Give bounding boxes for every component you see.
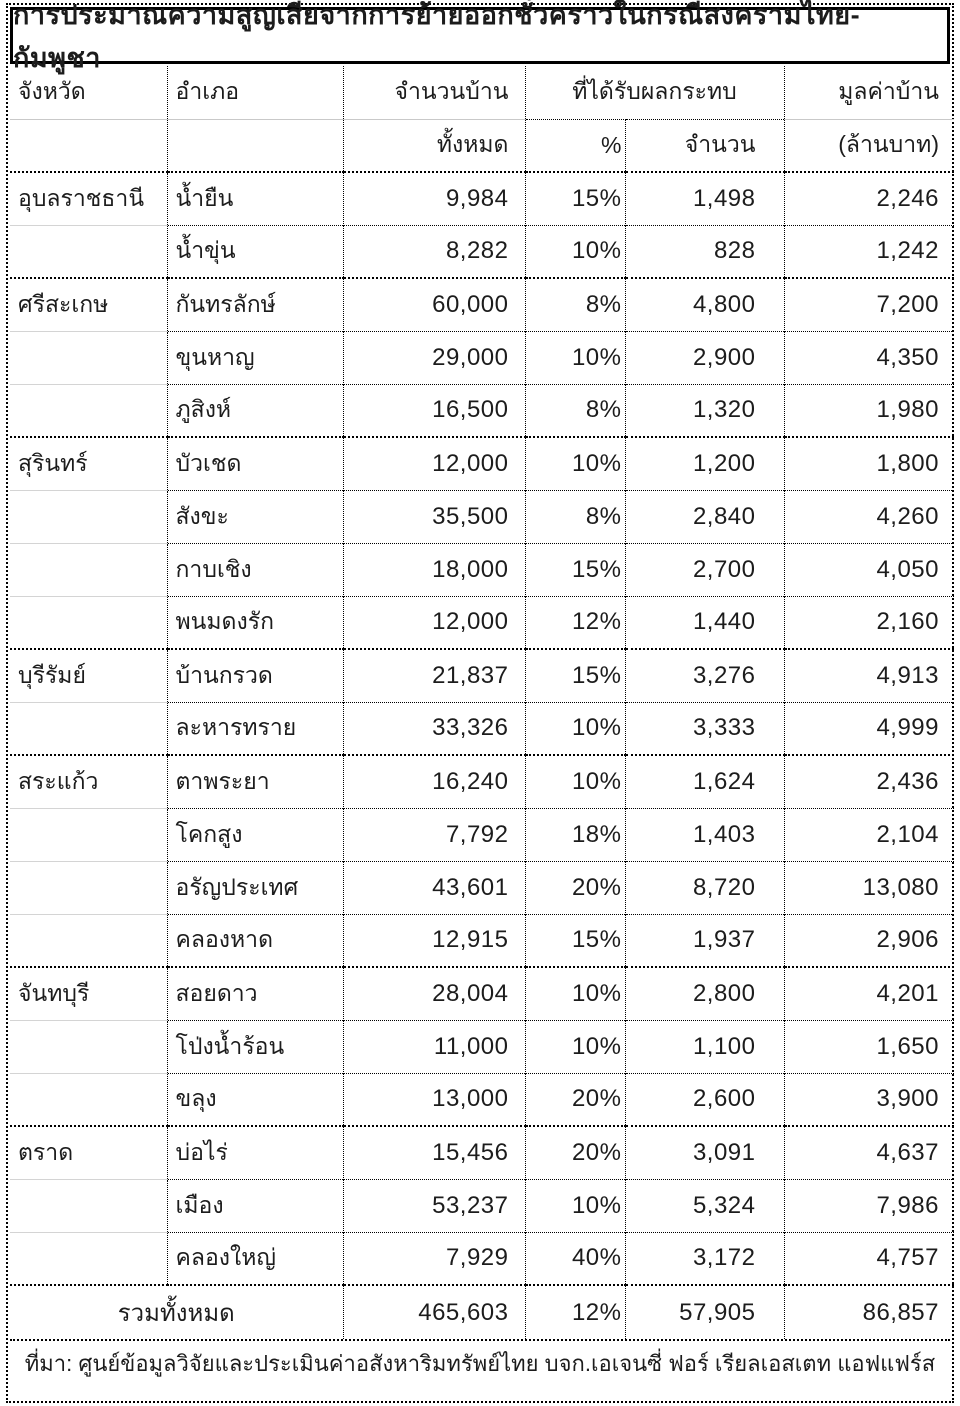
table-row	[10, 490, 954, 543]
table-body	[10, 172, 954, 1285]
district-cell: ตาพระยา	[167, 755, 343, 808]
district-cell: บ้านกรวด	[167, 649, 343, 702]
table-row	[10, 649, 954, 702]
province-cell: สระแก้ว	[10, 755, 167, 808]
col-header-value: มูลค่าบ้าน	[784, 66, 954, 119]
affected-count-cell: 2,700	[625, 543, 784, 596]
affected-count-cell: 1,624	[625, 755, 784, 808]
district-cell: เมือง	[167, 1179, 343, 1232]
col-header-district: อำเภอ	[167, 66, 343, 119]
total-value: 86,857	[784, 1285, 954, 1339]
affected-percent-cell: 15%	[525, 914, 625, 967]
affected-percent-cell: 10%	[525, 1020, 625, 1073]
affected-count-cell: 1,937	[625, 914, 784, 967]
district-cell: อรัญประเทศ	[167, 861, 343, 914]
house-value-cell: 4,999	[784, 702, 954, 755]
table-row	[10, 596, 954, 649]
province-cell: บุรีรัมย์	[10, 649, 167, 702]
affected-percent-cell: 20%	[525, 861, 625, 914]
affected-percent-cell: 15%	[525, 649, 625, 702]
total-percent: 12%	[525, 1285, 625, 1339]
houses-total-cell: 11,000	[343, 1020, 525, 1073]
house-value-cell: 13,080	[784, 861, 954, 914]
house-value-cell: 7,200	[784, 278, 954, 331]
affected-count-cell: 4,800	[625, 278, 784, 331]
affected-percent-cell: 10%	[525, 755, 625, 808]
house-value-cell: 4,260	[784, 490, 954, 543]
affected-count-cell: 3,276	[625, 649, 784, 702]
district-cell: สอยดาว	[167, 967, 343, 1020]
house-value-cell: 2,246	[784, 172, 954, 225]
house-value-cell: 1,980	[784, 384, 954, 437]
house-value-cell: 2,104	[784, 808, 954, 861]
houses-total-cell: 29,000	[343, 331, 525, 384]
house-value-cell: 4,050	[784, 543, 954, 596]
houses-total-cell: 43,601	[343, 861, 525, 914]
province-cell	[10, 702, 167, 755]
province-cell	[10, 331, 167, 384]
table-row	[10, 755, 954, 808]
province-cell: อุบลราชธานี	[10, 172, 167, 225]
affected-percent-cell: 15%	[525, 172, 625, 225]
affected-percent-cell: 10%	[525, 225, 625, 278]
affected-count-cell: 1,440	[625, 596, 784, 649]
table-row	[10, 384, 954, 437]
col-subheader-district-empty	[167, 119, 343, 172]
house-value-cell: 3,900	[784, 1073, 954, 1126]
house-value-cell: 7,986	[784, 1179, 954, 1232]
house-value-cell: 2,906	[784, 914, 954, 967]
total-row	[10, 1285, 954, 1339]
province-cell	[10, 808, 167, 861]
total-label: รวมทั้งหมด	[10, 1285, 343, 1339]
affected-count-cell: 1,320	[625, 384, 784, 437]
house-value-cell: 2,160	[784, 596, 954, 649]
table-figure	[6, 0, 954, 1403]
province-cell	[10, 596, 167, 649]
affected-percent-cell: 8%	[525, 278, 625, 331]
province-cell	[10, 1073, 167, 1126]
table-row	[10, 331, 954, 384]
district-cell: พนมดงรัก	[167, 596, 343, 649]
house-value-cell: 4,637	[784, 1126, 954, 1179]
district-cell: คลองหาด	[167, 914, 343, 967]
houses-total-cell: 21,837	[343, 649, 525, 702]
total-count: 57,905	[625, 1285, 784, 1339]
affected-percent-cell: 10%	[525, 1179, 625, 1232]
affected-count-cell: 1,100	[625, 1020, 784, 1073]
district-cell: บัวเชด	[167, 437, 343, 490]
province-cell	[10, 225, 167, 278]
houses-total-cell: 12,000	[343, 596, 525, 649]
affected-percent-cell: 15%	[525, 543, 625, 596]
affected-count-cell: 1,498	[625, 172, 784, 225]
affected-count-cell: 2,800	[625, 967, 784, 1020]
table-row	[10, 702, 954, 755]
affected-percent-cell: 10%	[525, 437, 625, 490]
table-row	[10, 1073, 954, 1126]
houses-total-cell: 8,282	[343, 225, 525, 278]
district-cell: โป่งน้ำร้อน	[167, 1020, 343, 1073]
affected-percent-cell: 8%	[525, 384, 625, 437]
house-value-cell: 4,350	[784, 331, 954, 384]
district-cell: ขุนหาญ	[167, 331, 343, 384]
affected-count-cell: 3,091	[625, 1126, 784, 1179]
houses-total-cell: 60,000	[343, 278, 525, 331]
district-cell: กาบเชิง	[167, 543, 343, 596]
district-cell: บ่อไร่	[167, 1126, 343, 1179]
table-row	[10, 543, 954, 596]
col-subheader-percent: %	[525, 119, 625, 172]
houses-total-cell: 7,792	[343, 808, 525, 861]
affected-percent-cell: 40%	[525, 1232, 625, 1285]
affected-count-cell: 3,333	[625, 702, 784, 755]
district-cell: ขลุง	[167, 1073, 343, 1126]
col-subheader-province-empty	[10, 119, 167, 172]
house-value-cell: 1,800	[784, 437, 954, 490]
province-cell	[10, 543, 167, 596]
affected-count-cell: 3,172	[625, 1232, 784, 1285]
houses-total-cell: 12,915	[343, 914, 525, 967]
affected-count-cell: 2,840	[625, 490, 784, 543]
affected-count-cell: 828	[625, 225, 784, 278]
table-row	[10, 437, 954, 490]
table-row	[10, 1126, 954, 1179]
houses-total-cell: 9,984	[343, 172, 525, 225]
col-header-houses: จำนวนบ้าน	[343, 66, 525, 119]
col-subheader-houses-total: ทั้งหมด	[343, 119, 525, 172]
houses-total-cell: 16,240	[343, 755, 525, 808]
affected-percent-cell: 18%	[525, 808, 625, 861]
houses-total-cell: 7,929	[343, 1232, 525, 1285]
table-row	[10, 914, 954, 967]
affected-percent-cell: 10%	[525, 702, 625, 755]
col-header-affected: ที่ได้รับผลกระทบ	[525, 66, 784, 119]
province-cell: ศรีสะเกษ	[10, 278, 167, 331]
houses-total-cell: 53,237	[343, 1179, 525, 1232]
table-row	[10, 1179, 954, 1232]
houses-total-cell: 13,000	[343, 1073, 525, 1126]
province-cell	[10, 1020, 167, 1073]
district-cell: สังขะ	[167, 490, 343, 543]
province-cell: ตราด	[10, 1126, 167, 1179]
houses-total-cell: 12,000	[343, 437, 525, 490]
affected-percent-cell: 20%	[525, 1073, 625, 1126]
col-header-province: จังหวัด	[18, 78, 86, 105]
district-cell: น้ำขุ่น	[167, 225, 343, 278]
province-cell	[10, 1232, 167, 1285]
table-row	[10, 861, 954, 914]
province-cell	[10, 490, 167, 543]
houses-total-cell: 28,004	[343, 967, 525, 1020]
district-cell: โคกสูง	[167, 808, 343, 861]
province-cell	[10, 384, 167, 437]
affected-percent-cell: 12%	[525, 596, 625, 649]
header-row-2	[10, 119, 954, 172]
district-cell: กันทรลักษ์	[167, 278, 343, 331]
source-note: ที่มา: ศูนย์ข้อมูลวิจัยและประเมินค่าอสังหาริมทรัพย์ไทย บจก.เอเจนซี่ ฟอร์ เรียลเอสเตท แอฟแฟร์ส	[10, 1339, 950, 1385]
district-cell: น้ำยืน	[167, 172, 343, 225]
page-title: การประมาณความสูญเสียจากการย้ายออกชั่วคราวในกรณีสงครามไทย-กัมพูชา	[10, 7, 950, 64]
affected-percent-cell: 10%	[525, 967, 625, 1020]
house-value-cell: 1,650	[784, 1020, 954, 1073]
affected-percent-cell: 20%	[525, 1126, 625, 1179]
house-value-cell: 4,757	[784, 1232, 954, 1285]
province-cell	[10, 861, 167, 914]
province-cell: จันทบุรี	[10, 967, 167, 1020]
affected-count-cell: 1,200	[625, 437, 784, 490]
district-cell: ภูสิงห์	[167, 384, 343, 437]
loss-estimate-table	[10, 66, 954, 1339]
affected-count-cell: 2,600	[625, 1073, 784, 1126]
houses-total-cell: 18,000	[343, 543, 525, 596]
houses-total-cell: 35,500	[343, 490, 525, 543]
affected-percent-cell: 10%	[525, 331, 625, 384]
table-row	[10, 172, 954, 225]
house-value-cell: 2,436	[784, 755, 954, 808]
houses-total-cell: 33,326	[343, 702, 525, 755]
province-cell	[10, 1179, 167, 1232]
table-row	[10, 225, 954, 278]
houses-total-cell: 15,456	[343, 1126, 525, 1179]
district-cell: ละหารทราย	[167, 702, 343, 755]
affected-percent-cell: 8%	[525, 490, 625, 543]
table-row	[10, 808, 954, 861]
house-value-cell: 1,242	[784, 225, 954, 278]
affected-count-cell: 8,720	[625, 861, 784, 914]
district-cell: คลองใหญ่	[167, 1232, 343, 1285]
col-subheader-count: จำนวน	[625, 119, 784, 172]
table-row	[10, 1020, 954, 1073]
affected-count-cell: 5,324	[625, 1179, 784, 1232]
total-houses: 465,603	[343, 1285, 525, 1339]
col-subheader-value-unit: (ล้านบาท)	[784, 119, 954, 172]
houses-total-cell: 16,500	[343, 384, 525, 437]
affected-count-cell: 2,900	[625, 331, 784, 384]
table-row	[10, 967, 954, 1020]
house-value-cell: 4,913	[784, 649, 954, 702]
province-cell: สุรินทร์	[10, 437, 167, 490]
province-cell	[10, 914, 167, 967]
house-value-cell: 4,201	[784, 967, 954, 1020]
affected-count-cell: 1,403	[625, 808, 784, 861]
table-row	[10, 278, 954, 331]
table-row	[10, 1232, 954, 1285]
